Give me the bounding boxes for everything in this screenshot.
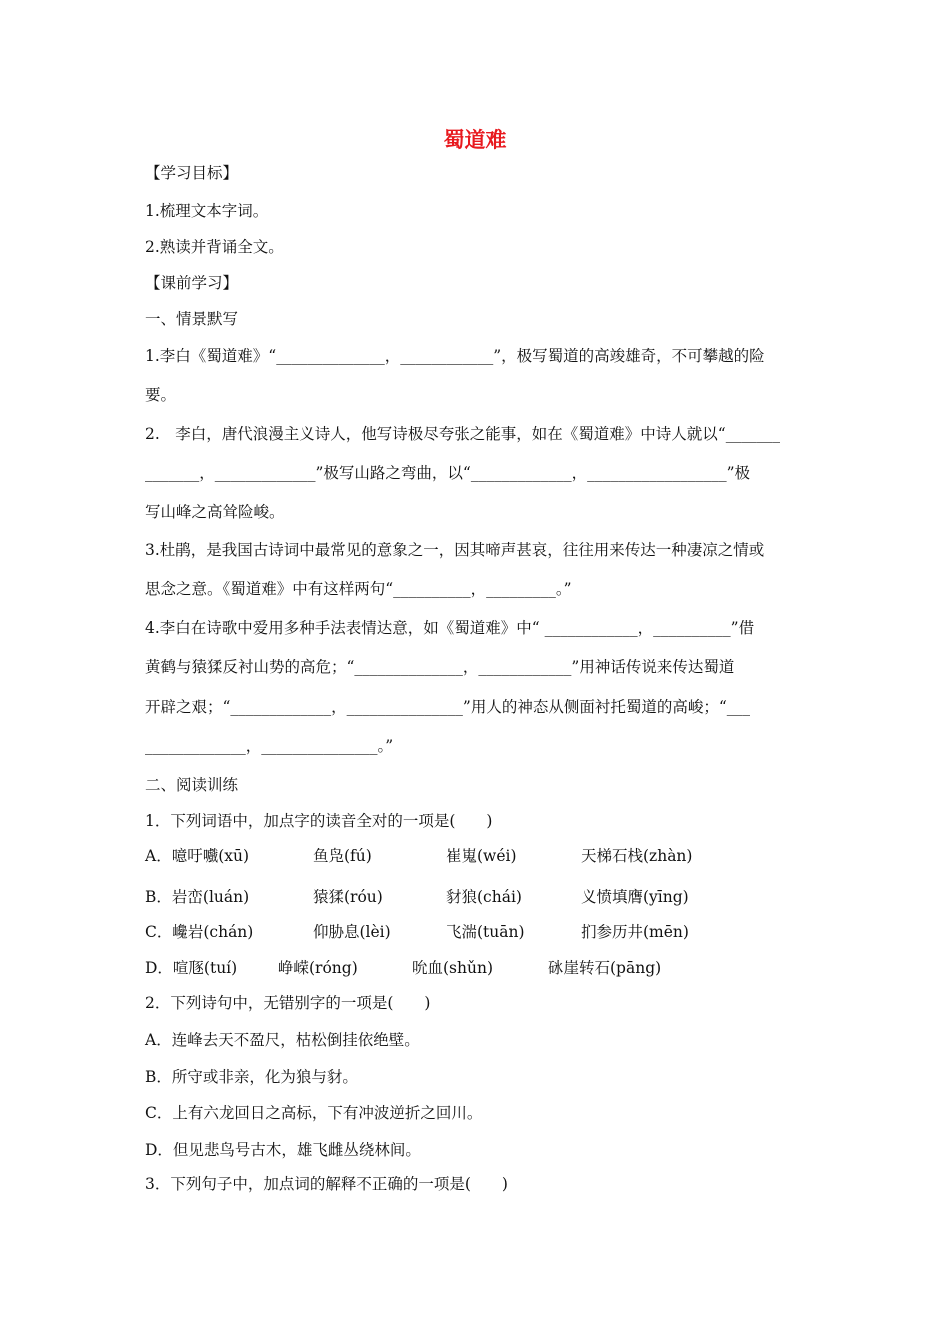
- goal-2: 2.熟读并背诵全文。: [145, 238, 284, 256]
- option-b-1: B．岩峦(luán): [145, 888, 250, 906]
- question-4-line: 4.李白在诗歌中爱用多种手法表情达意，如《蜀道难》中“ ____________，__________”借: [145, 619, 755, 637]
- section-dictation: 一、情景默写: [145, 310, 239, 328]
- question-2-line: 2. 李白，唐代浪漫主义诗人，他写诗极尽夸张之能事，如在《蜀道难》中诗人就以“_______: [145, 425, 780, 443]
- heading-learning-goals: 【学习目标】: [145, 164, 239, 182]
- question-4-line: 黄鹤与猿猱反衬山势的高危；“______________，____________”用神话传说来传达蜀道: [145, 658, 735, 676]
- option-c-2: 仰胁息(lèi): [313, 923, 391, 941]
- mc2-option-c: C．上有六龙回日之高标，下有冲波逆折之回川。: [145, 1104, 483, 1122]
- option-c-3: 飞湍(tuān): [446, 923, 525, 941]
- mc2-option-d: D．但见悲鸟号古木，雄飞雌丛绕林间。: [145, 1141, 421, 1159]
- mc-question-3: 3．下列句子中，加点词的解释不正确的一项是( ): [145, 1175, 508, 1193]
- question-2-line: 写山峰之高耸险峻。: [145, 503, 285, 521]
- mc-question-2: 2．下列诗句中，无错别字的一项是( ): [145, 994, 431, 1012]
- option-a-4: 天梯石栈(zhàn): [581, 847, 693, 865]
- question-4-line: 开辟之艰；“_____________，_______________”用人的神态从侧面衬托蜀道的高峻；“___: [145, 698, 751, 716]
- question-3-line: 思念之意。《蜀道难》中有这样两句“__________，_________。”: [145, 580, 572, 598]
- option-d-2: 峥嵘(róng): [278, 959, 358, 977]
- option-b-3: 豺狼(chái): [446, 888, 522, 906]
- option-a-1: A．噫吁嚱(xū): [145, 847, 250, 865]
- option-a-2: 鱼凫(fú): [313, 847, 372, 865]
- mc2-option-b: B．所守或非亲，化为狼与豺。: [145, 1068, 358, 1086]
- option-b-2: 猿猱(róu): [313, 888, 383, 906]
- heading-pre-class: 【课前学习】: [145, 274, 239, 292]
- option-d-1: D．喧豗(tuí): [145, 959, 238, 977]
- mc-question-1: 1．下列词语中，加点字的读音全对的一项是( ): [145, 812, 493, 830]
- question-4-line: _____________，_______________。”: [145, 737, 394, 755]
- section-reading: 二、阅读训练: [145, 776, 239, 794]
- option-c-1: C．巉岩(chán): [145, 923, 254, 941]
- option-a-3: 崔嵬(wéi): [446, 847, 517, 865]
- option-b-4: 义愤填膺(yīng): [581, 888, 689, 906]
- option-d-4: 砯崖转石(pāng): [548, 959, 662, 977]
- question-2-line: _______，_____________”极写山路之弯曲，以“_____________，__________________”极: [145, 464, 751, 482]
- goal-1: 1.梳理文本字词。: [145, 202, 269, 220]
- option-c-4: 扪参历井(mēn): [581, 923, 689, 941]
- question-3-line: 3.杜鹃，是我国古诗词中最常见的意象之一，因其啼声甚哀，往往用来传达一种凄凉之情或: [145, 541, 765, 559]
- document-title: 蜀道难: [443, 128, 507, 152]
- question-1-line: 1.李白《蜀道难》“______________，____________”，极写蜀道的高竣雄奇，不可攀越的险: [145, 347, 765, 365]
- question-1-line: 要。: [145, 386, 177, 404]
- mc2-option-a: A．连峰去天不盈尺，枯松倒挂依绝壁。: [145, 1031, 420, 1049]
- option-d-3: 吮血(shǔn): [412, 959, 493, 977]
